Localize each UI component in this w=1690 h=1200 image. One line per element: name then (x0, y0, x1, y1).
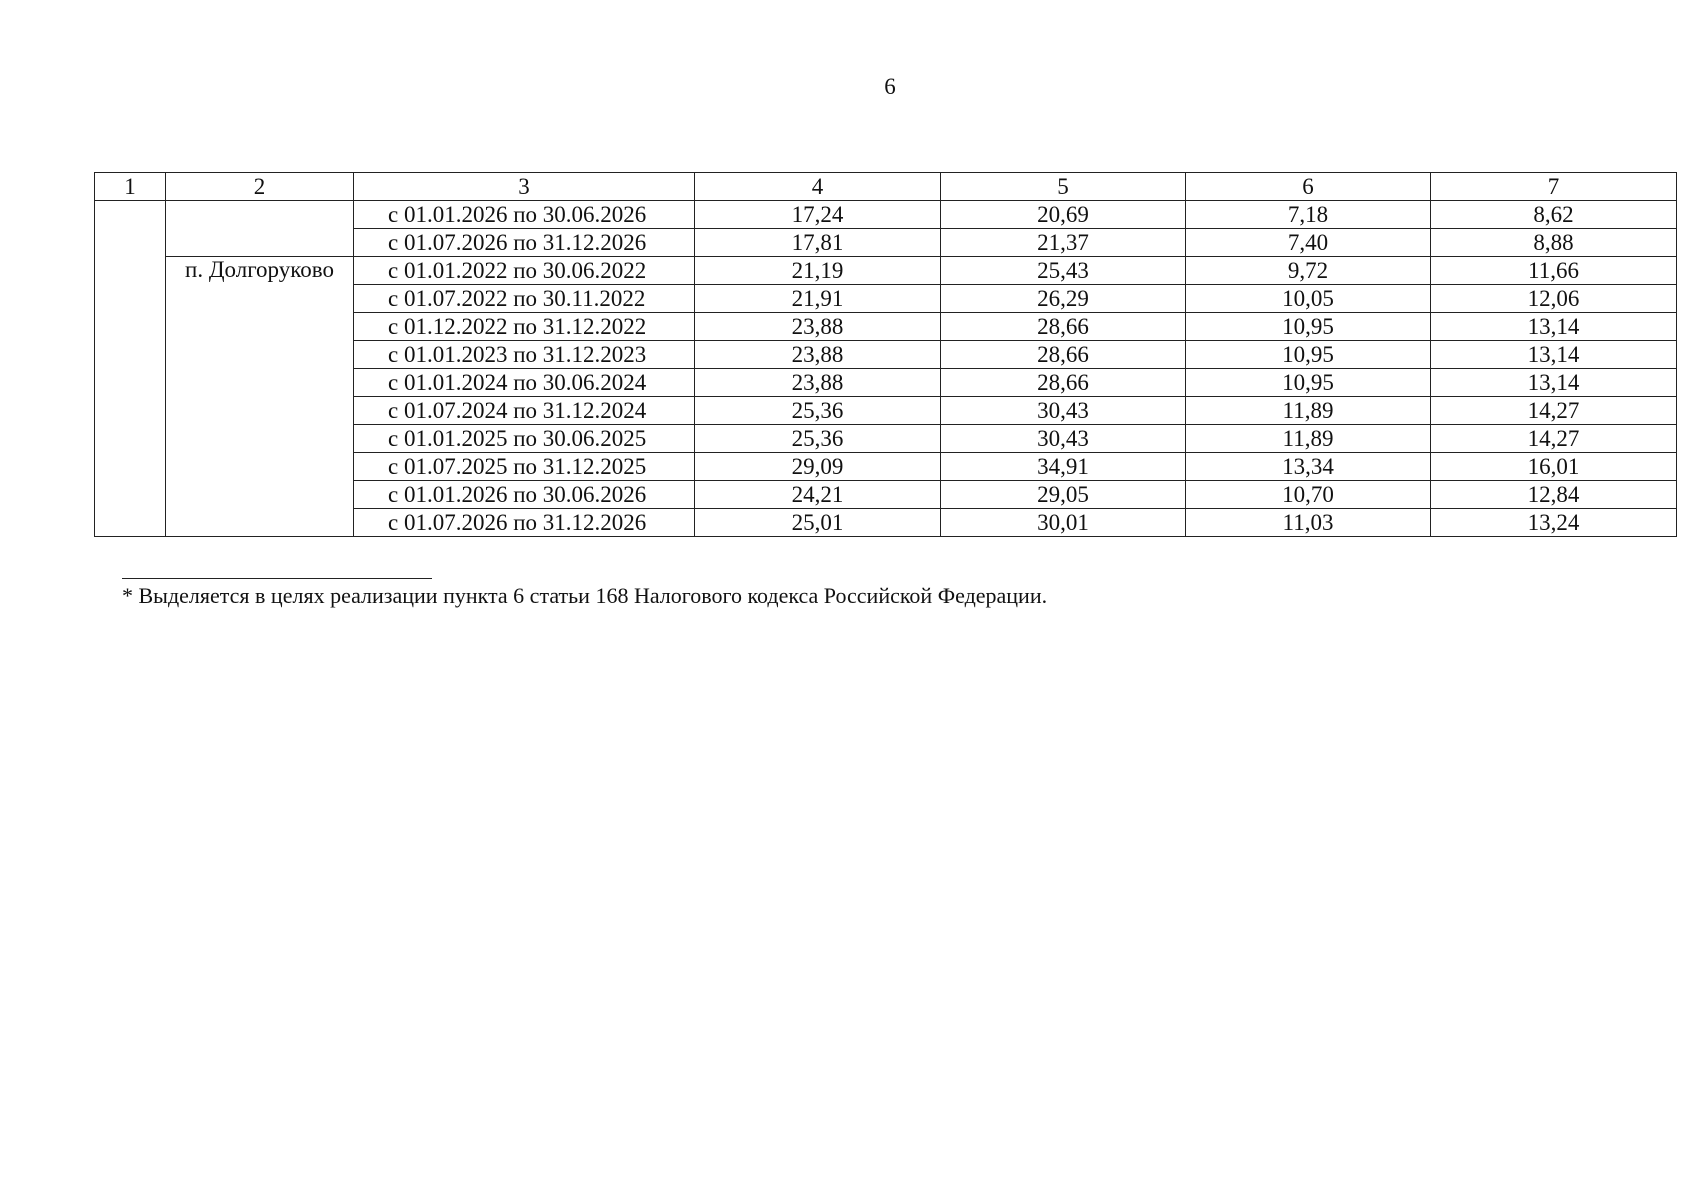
value-cell: 13,14 (1431, 313, 1677, 341)
value-cell: 16,01 (1431, 453, 1677, 481)
table-row (95, 201, 1677, 229)
period-cell: с 01.01.2026 по 30.06.2026 (354, 481, 695, 509)
value-cell: 13,24 (1431, 509, 1677, 537)
header-cell-1: 1 (95, 173, 166, 201)
value-cell: 7,18 (1186, 201, 1431, 229)
number-cell (95, 201, 166, 537)
value-cell: 10,70 (1186, 481, 1431, 509)
value-cell: 12,84 (1431, 481, 1677, 509)
header-cell-3: 3 (354, 173, 695, 201)
value-cell: 30,01 (941, 509, 1186, 537)
value-cell: 11,03 (1186, 509, 1431, 537)
value-cell: 14,27 (1431, 425, 1677, 453)
value-cell: 24,21 (695, 481, 941, 509)
period-cell: с 01.01.2023 по 31.12.2023 (354, 341, 695, 369)
value-cell: 26,29 (941, 285, 1186, 313)
value-cell: 17,81 (695, 229, 941, 257)
value-cell: 23,88 (695, 341, 941, 369)
header-cell-6: 6 (1186, 173, 1431, 201)
value-cell: 21,19 (695, 257, 941, 285)
header-cell-7: 7 (1431, 173, 1677, 201)
value-cell: 25,36 (695, 425, 941, 453)
value-cell: 14,27 (1431, 397, 1677, 425)
period-cell: с 01.01.2022 по 30.06.2022 (354, 257, 695, 285)
settlement-cell-dolgorukovo: п. Долгоруково (166, 257, 354, 537)
header-cell-5: 5 (941, 173, 1186, 201)
value-cell: 20,69 (941, 201, 1186, 229)
value-cell: 28,66 (941, 313, 1186, 341)
period-cell: с 01.01.2024 по 30.06.2024 (354, 369, 695, 397)
period-cell: с 01.07.2024 по 31.12.2024 (354, 397, 695, 425)
header-cell-2: 2 (166, 173, 354, 201)
period-cell: с 01.07.2026 по 31.12.2026 (354, 509, 695, 537)
value-cell: 13,34 (1186, 453, 1431, 481)
value-cell: 10,95 (1186, 341, 1431, 369)
footnote: * Выделяется в целях реализации пункта 6 статьи 168 Налогового кодекса Российской Федерации. (122, 583, 1048, 608)
tariff-table (94, 172, 1677, 537)
value-cell: 17,24 (695, 201, 941, 229)
value-cell: 8,62 (1431, 201, 1677, 229)
value-cell: 29,09 (695, 453, 941, 481)
table-row (95, 257, 1677, 285)
footnote-divider (122, 578, 432, 579)
table-header-row (95, 173, 1677, 201)
value-cell: 21,91 (695, 285, 941, 313)
period-cell: с 01.01.2026 по 30.06.2026 (354, 201, 695, 229)
value-cell: 29,05 (941, 481, 1186, 509)
value-cell: 10,95 (1186, 313, 1431, 341)
value-cell: 21,37 (941, 229, 1186, 257)
value-cell: 30,43 (941, 425, 1186, 453)
value-cell: 13,14 (1431, 369, 1677, 397)
value-cell: 7,40 (1186, 229, 1431, 257)
value-cell: 11,89 (1186, 397, 1431, 425)
value-cell: 13,14 (1431, 341, 1677, 369)
period-cell: с 01.07.2026 по 31.12.2026 (354, 229, 695, 257)
value-cell: 11,66 (1431, 257, 1677, 285)
period-cell: с 01.12.2022 по 31.12.2022 (354, 313, 695, 341)
value-cell: 12,06 (1431, 285, 1677, 313)
value-cell: 25,36 (695, 397, 941, 425)
period-cell: с 01.07.2025 по 31.12.2025 (354, 453, 695, 481)
header-cell-4: 4 (695, 173, 941, 201)
period-cell: с 01.01.2025 по 30.06.2025 (354, 425, 695, 453)
settlement-cell-prev (166, 201, 354, 257)
value-cell: 30,43 (941, 397, 1186, 425)
value-cell: 28,66 (941, 369, 1186, 397)
value-cell: 28,66 (941, 341, 1186, 369)
value-cell: 34,91 (941, 453, 1186, 481)
page-number: 6 (884, 74, 896, 99)
value-cell: 9,72 (1186, 257, 1431, 285)
value-cell: 23,88 (695, 369, 941, 397)
value-cell: 23,88 (695, 313, 941, 341)
value-cell: 10,95 (1186, 369, 1431, 397)
value-cell: 25,01 (695, 509, 941, 537)
value-cell: 11,89 (1186, 425, 1431, 453)
value-cell: 8,88 (1431, 229, 1677, 257)
period-cell: с 01.07.2022 по 30.11.2022 (354, 285, 695, 313)
value-cell: 25,43 (941, 257, 1186, 285)
value-cell: 10,05 (1186, 285, 1431, 313)
